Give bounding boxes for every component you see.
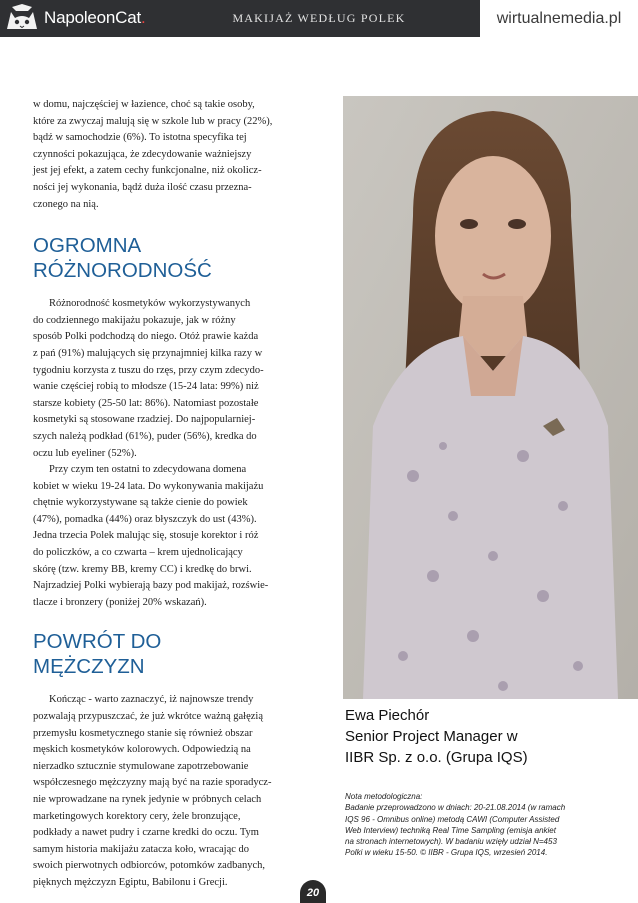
text-line: Najrzadziej Polki wybierają bazy pod makijaż, rozświe- [33,580,269,592]
text-line: sposób Polki podchodzą do niego. Otóż prawie każda [33,331,259,343]
text-line: Badanie przeprowadzono w dniach: 20-21.08.2014 (w ramach [345,803,566,813]
text-line: jest jej efekt, a zatem cechy funkcjonalne, niż okolicz- [33,165,262,177]
text-line: Senior Project Manager w [345,728,518,745]
text-line: kosmetyki są stosowane rzadziej. Do najpopularniej- [33,414,256,426]
text-line: szych należą podkład (61%), puder (56%), kredka do [33,430,257,442]
page-number: 20 [306,887,320,899]
methodology-note [345,791,635,859]
text-line: z pań (91%) malujących się przynajmniej kilka razy w [33,347,263,359]
site-logo-box [480,0,638,37]
text-line: na stronach internetowych). W badaniu wzięły udział N=453 [345,837,557,847]
paragraph-roznorodnosc-2 [33,462,291,611]
text-line: współczesnego mężczyzny mają być na razie sporadycz- [33,777,272,789]
text-line: oczu lub eyeliner (52%). [33,447,137,459]
logo-text: NapoleonCat. [44,8,146,27]
text-line: nierzadko sztucznie stymulowane zapotrzebowanie [33,760,249,772]
text-line: Ewa Piechór [345,707,430,724]
article-column [33,97,291,892]
text-line: które za zwyczaj malują się w szkole lub w pracy (22%), [33,115,273,127]
text-line: IIBR Sp. z o.o. (Grupa IQS) [345,749,528,766]
paragraph-roznorodnosc-1 [33,296,291,462]
text-line: w domu, najczęściej w łazience, choć są takie osoby, [33,99,255,110]
text-line: czonego na nią. [33,198,99,210]
page-number-badge [300,880,326,903]
text-line: (47%), pomadka (44%) oraz błyszczyk do ust (43%). [33,513,257,525]
site-name: wirtualnemedia.pl [496,9,622,27]
text-line: tlacze i bronzery (poniżej 20% wskazań). [33,596,207,608]
text-line: starsze kobiety (25-50 lat: 86%). Natomiast pozostałe [33,397,259,409]
text-line: pozwalają przypuszczać, że już wkrótce ważną gałęzią [33,711,263,723]
text-line: skórę (tzw. kremy BB, kremy CC) i kredkę do brwi. [33,563,252,575]
heading-roznorodnosc: OGROMNA RÓŻNORODNOŚĆ [33,234,212,283]
text-line: nie wprowadzane na rynek jedynie w próbnych celach [33,794,262,805]
text-line: tygodniu korzysta z tuszu do rzęs, przy czym zdecydo- [33,364,264,376]
section-title: MAKIJAŻ WEDŁUG POLEK [232,11,406,25]
text-line: Polki w wieku 15-50. © IIBR - Grupa IQS, wrzesień 2014. [345,848,548,858]
text-line: chętnie wykorzystywane są także cienie do powiek [33,497,248,509]
text-line: Różnorodność kosmetyków wykorzystywanych [49,298,251,310]
text-line: wanie częściej robią to młodsze (15-24 lata: 99%) niż [33,381,259,393]
text-line: pięknych mężczyzn Egiptu, Babilonu i Grecji. [33,876,228,888]
text-line: marketingowych korektory cery, żele bronzujące, [33,810,241,822]
text-line: Web Interview) techniką Real Time Sampling (emisja ankiet [345,825,556,835]
text-line: samym historia makijażu zatacza koło, wracając do [33,843,250,855]
text-line: czynności pokazująca, że zdecydowanie ważniejszy [33,148,252,160]
text-line: Przy czym ten ostatni to zdecydowana domena [49,464,247,476]
text-line: Jedna trzecia Polek malując się, stosuje korektor i róż [33,530,259,542]
text-line: IQS 96 - Omnibus online) metodą CAWI (Computer Assisted [345,814,560,824]
heading-powrot: POWRÓT DO MĘŻCZYZN [33,630,162,679]
text-line: kobiet w wieku 19-24 lata. Do wykonywania makijażu [33,480,264,492]
text-line: do codziennego makijażu pokazuje, jak w różny [33,314,236,326]
portrait-photo [343,96,638,699]
text-line: Kończąc - warto zaznaczyć, iż najnowsze trendy [49,694,254,706]
text-line: ności jej wykonania, bądź duża ilość czasu przezna- [33,181,252,193]
text-line: męskich kosmetyków kolorowych. Odpowiedzią na [33,744,251,756]
text-line: podkłady a nawet pudry i czarne kredki do oczu. Tym [33,827,259,839]
page-header [0,0,638,37]
profile-caption [345,705,635,768]
text-line: bądź w samochodzie (6%). To istotna specyfika tej [33,132,247,144]
text-line: Nota metodologiczna: [345,792,423,801]
text-line: do policzków, a co czwarta – krem ujednolicający [33,547,243,559]
text-line: przemysłu kosmetycznego stanie się również obszar [33,727,253,739]
paragraph-powrot [33,692,291,891]
text-line: swoich pierwotnych odbiorców, potomków zadbanych, [33,860,266,872]
intro-paragraph [33,97,291,213]
